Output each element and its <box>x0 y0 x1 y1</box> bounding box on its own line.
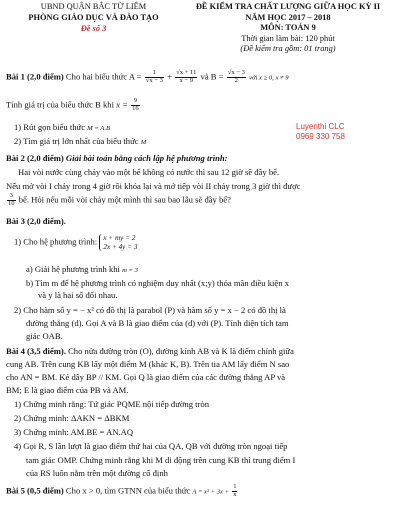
bai4-line4: BM; E là giao điểm của PB và AM. <box>6 385 129 395</box>
watermark-phone: 0969 330 758 <box>296 132 345 141</box>
fraction-den: 2 <box>234 76 238 84</box>
bai1-statement <box>6 70 289 85</box>
bai1-intro: Cho hai biểu thức A = <box>65 71 142 82</box>
exam-code: Đề số 3 <box>80 24 107 33</box>
fraction-a1 <box>145 70 164 85</box>
bai2-line3 <box>6 193 231 208</box>
question-math: M = A.B <box>87 125 110 132</box>
fraction-num: 3 <box>7 193 16 201</box>
fraction-a2 <box>175 70 197 85</box>
bai4-q4-line1: 4) Gọi R, S lần lượt là giao điểm thứ hai của QA, QB với đường tròn ngoại tiếp <box>14 441 288 451</box>
header-left <box>6 2 181 35</box>
bai3-qb-line2: và y là hai số đối nhau. <box>38 290 118 300</box>
bai1-title: Bài 1 (2,0 điểm) <box>6 71 64 82</box>
bai3-qa <box>26 264 138 275</box>
exam-header <box>0 2 400 60</box>
bai5-statement <box>6 484 238 499</box>
fraction-x <box>131 98 140 113</box>
bai4-q3: 3) Chứng minh: AM.BE = AN.AQ <box>14 427 134 437</box>
bai4-line2: cung AB. Trên cung KB lấy một điểm M (khác K, B). Trên tia AM lấy điểm N sao <box>6 359 290 369</box>
question-text: a) Giải hệ phương trình khi <box>26 264 120 274</box>
bai4-line3: cho AN = BM. Kẻ dây BP // KM. Gọi Q là giao điểm của các đường thẳng AP và <box>6 372 286 382</box>
bai4-title: Bài 4 (3,5 điểm). <box>6 346 66 356</box>
bai3-q1 <box>14 234 137 251</box>
fraction-1-x <box>232 484 237 499</box>
bai5-expression: A = x² + 3x + <box>192 488 230 496</box>
fraction-num: 1 <box>145 70 164 78</box>
school-year: NĂM HỌC 2017 – 2018 <box>245 12 331 22</box>
department-name: PHÒNG GIÁO DỤC VÀ ĐÀO TẠO <box>28 12 159 22</box>
bai5-title: Bài 5 (0,5 điểm) <box>6 485 64 496</box>
exam-title: ĐỀ KIỂM TRA CHẤT LƯỢNG GIỮA HỌC KỲ II <box>195 2 381 11</box>
bai4-q4-line3: của RS luôn nằm trên một đường cố định <box>26 468 168 478</box>
domain-condition: với x ≥ 0, x ≠ 9 <box>249 74 289 82</box>
fraction-3-10 <box>7 193 16 208</box>
question-math: M <box>140 139 147 146</box>
bai2-title: Bài 2 (2,0 điểm) <box>6 153 64 163</box>
equation-2: 2x + 4y = 3 <box>103 242 138 251</box>
bai5-text: Cho x > 0, tìm GTNN của biểu thức <box>65 485 191 496</box>
equation-1: x + my = 2 <box>103 234 136 242</box>
value-question-text: Tính giá trị của biểu thức B khi <box>6 99 114 110</box>
bai2-line3-text: bể. Hỏi nếu mỗi vòi chảy một mình thì sau bao lâu sẽ đầy bể? <box>18 194 231 205</box>
equation-system <box>99 234 137 251</box>
fraction-den: 16 <box>132 104 139 112</box>
fraction-num: √x + 11 <box>176 69 197 76</box>
fraction-num: √x − 3 <box>227 69 245 76</box>
fraction-den: √x − 3 <box>145 76 163 84</box>
bai3-q2-line2: đường thẳng (d). Gọi A và B là giao điểm của (d) với (P). Tính diện tích tam <box>26 318 289 328</box>
fraction-b <box>227 70 246 85</box>
bai3-qb-line1: b) Tìm m để hệ phương trình có nghiệm duy nhất (x;y) thỏa mãn điều kiện x <box>26 278 289 288</box>
header-right <box>176 2 400 55</box>
page-count: (Đề kiểm tra gồm: 01 trang) <box>240 44 336 53</box>
fraction-den: x − 9 <box>179 76 194 84</box>
question-text: 1) Rút gọn biểu thức <box>14 122 86 132</box>
bai4-line1 <box>6 346 294 357</box>
and-b-text: và B = <box>200 71 224 82</box>
bai4-q4-line2: tam giác OMP. Chứng minh rằng khi M di động trên cung KB thì trung điểm I <box>26 455 296 465</box>
fraction-den: x <box>233 490 237 498</box>
bai2-title-line <box>6 153 228 164</box>
bai3-q2-line3: giác OAB. <box>26 331 63 341</box>
question-text: 1) Cho hệ phương trình: <box>14 236 98 247</box>
question-text: 2) Tìm giá trị lớn nhất của biểu thức <box>14 136 139 146</box>
bai1-q2 <box>14 136 146 147</box>
bai1-q1 <box>14 122 110 133</box>
bai4-q2: 2) Chứng minh: ΔAKN = ΔBKM <box>14 413 130 423</box>
time-limit: Thời gian làm bài: 120 phút <box>241 33 335 43</box>
watermark-contact <box>296 122 345 142</box>
question-math: m = 3 <box>122 267 138 274</box>
fraction-den: 10 <box>8 199 15 207</box>
district-name: UBND QUẬN BẮC TỪ LIÊM <box>40 2 147 11</box>
x-equals: x = <box>116 99 128 110</box>
bai4-line1-text: Cho nửa đường tròn (O), đường kính AB và K là điểm chính giữa <box>68 346 294 356</box>
bai1-value-question <box>6 98 141 113</box>
bai3-title: Bài 3 (2,0 điểm). <box>6 216 66 226</box>
bai3-q2-line1: 2) Cho hàm số y = − x² có đồ thị là parabol (P) và hàm số y = x − 2 có đồ thị là <box>14 305 286 315</box>
bai2-line2: Nếu mở vòi I chảy trong 4 giờ rồi khóa lại và mở tiếp vòi II chảy trong 3 giờ thì được <box>6 181 301 191</box>
bai2-subtitle: Giải bài toán bằng cách lập hệ phương trình: <box>65 153 228 163</box>
bai4-q1: 1) Chứng minh rằng: Tứ giác PQME nội tiếp đường tròn <box>14 399 209 409</box>
watermark-brand: Luyenthi CLC <box>296 122 345 131</box>
plus-sign: + <box>167 71 172 82</box>
subject: MÔN: TOÁN 9 <box>260 23 316 32</box>
bai2-line1: Hai vòi nước cùng chảy vào một bể không có nước thì sau 12 giờ sẽ đầy bể. <box>18 167 280 177</box>
fraction-num: 9 <box>131 98 140 106</box>
fraction-num: 1 <box>233 483 237 490</box>
